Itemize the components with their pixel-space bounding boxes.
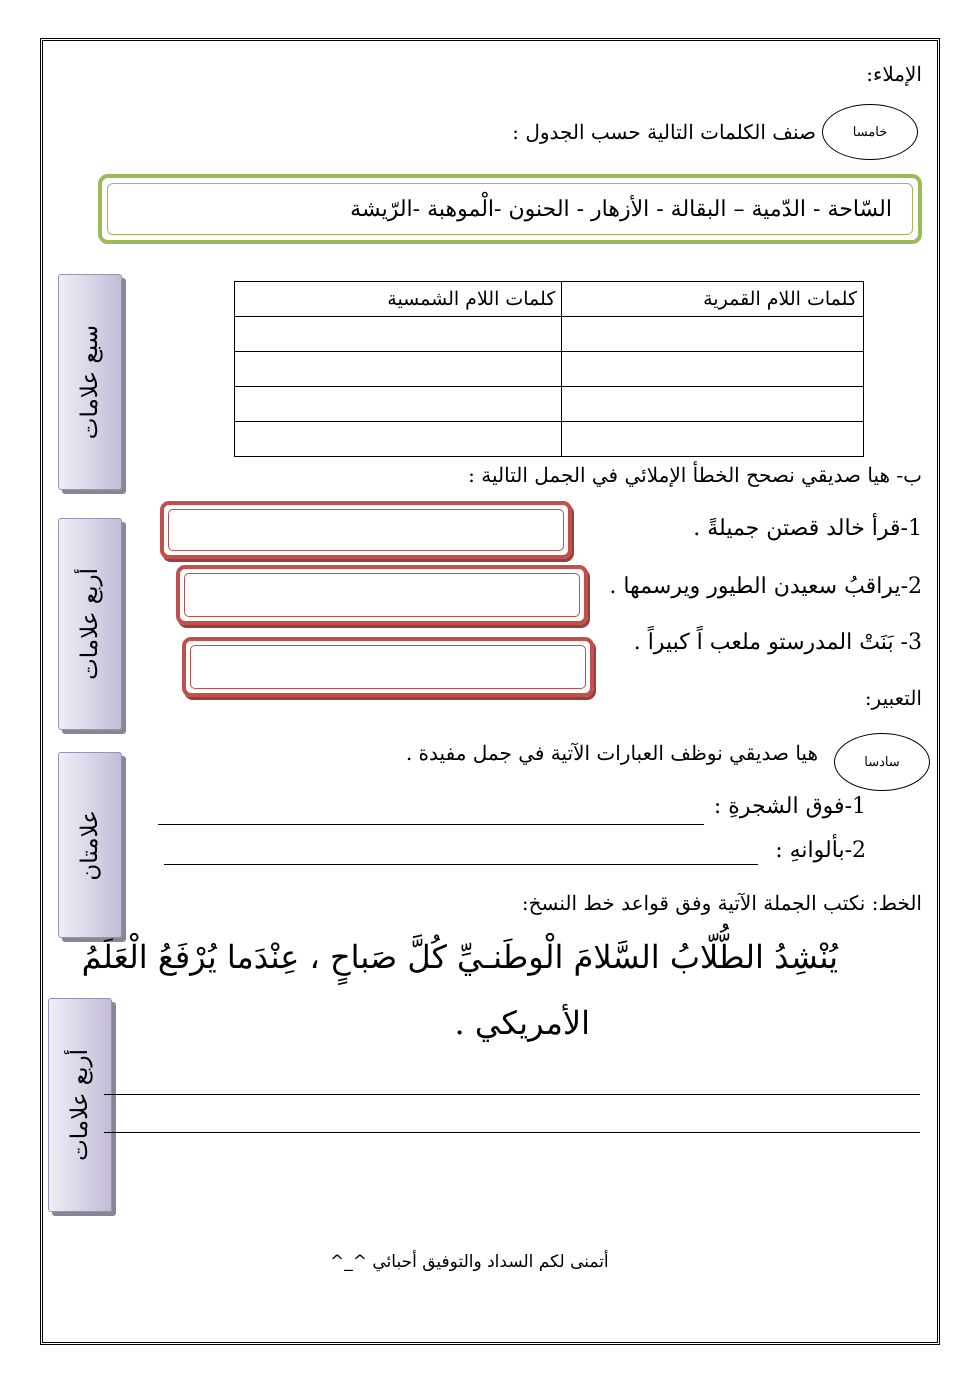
words-box	[98, 174, 922, 244]
words-list: السّاحة - الدّمية – البقالة - الأزهار - الحنون -الْموهبة -الرّيشة	[107, 183, 913, 235]
table-row	[235, 387, 864, 422]
table-row	[235, 422, 864, 457]
header-solar: كلمات اللام الشمسية	[235, 282, 562, 317]
table-cell[interactable]	[235, 352, 562, 387]
fifth-oval: خامسا	[822, 104, 918, 160]
sentence-1: 1-قرأ خالد قصتن جميلةً .	[693, 516, 922, 541]
marks-badge-four-b	[48, 998, 112, 1212]
expression-item-2: 2-بألوانهِ :	[775, 838, 866, 863]
table-cell[interactable]	[235, 387, 562, 422]
table-cell[interactable]	[562, 387, 864, 422]
sixth-oval: سادسا	[834, 733, 930, 791]
expression-title: التعبير:	[864, 686, 922, 710]
table-row	[235, 352, 864, 387]
closing-message: أتمنى لكم السداد والتوفيق أحبائي ^_^	[330, 1252, 609, 1272]
answer-line-1[interactable]	[158, 824, 704, 825]
writing-line-2[interactable]	[104, 1132, 920, 1133]
answer-box-3[interactable]	[182, 637, 594, 697]
answer-box-2[interactable]	[176, 565, 588, 625]
marks-badge-two	[58, 752, 122, 938]
answer-box-1[interactable]	[160, 501, 572, 559]
sentence-3: 3- بَنَتْ المدرستو ملعب اً كبيراً .	[633, 630, 922, 655]
marks-label: سبع علامات	[77, 324, 103, 440]
writing-line-1[interactable]	[104, 1094, 920, 1095]
table-cell[interactable]	[562, 317, 864, 352]
table-cell[interactable]	[235, 317, 562, 352]
part-b-instruction: ب- هيا صديقي نصحح الخطأ الإملائي في الجمل التالية :	[468, 463, 922, 487]
header-lunar: كلمات اللام القمرية	[562, 282, 864, 317]
expression-instruction: هيا صديقي نوظف العبارات الآتية في جمل مفيدة .	[405, 741, 818, 765]
marks-badge-four	[58, 518, 122, 730]
dictation-title: الإملاء:	[866, 62, 922, 86]
table-cell[interactable]	[562, 352, 864, 387]
marks-badge-seven	[58, 274, 122, 490]
marks-label: أربع علامات	[67, 1049, 93, 1161]
model-sentence-line-1: يُنْشِدُ الطُّلّابُ السَّلامَ الْوطَنـيِّ كُلَّ صَباحٍ ، عِنْدَما يُرْفَعُ الْعَلَمُ	[81, 938, 838, 976]
marks-label: علامتان	[77, 809, 103, 881]
sentence-2: 2-يراقبُ سعيدن الطيور ويرسمها .	[609, 574, 922, 599]
classification-table	[234, 281, 864, 457]
handwriting-instruction: الخط: نكتب الجملة الآتية وفق قواعد خط النسخ:	[521, 891, 922, 915]
model-sentence-line-2: الأمريكي .	[454, 1004, 590, 1042]
marks-label: أربع علامات	[77, 568, 103, 680]
table-cell[interactable]	[562, 422, 864, 457]
dictation-instruction: صنف الكلمات التالية حسب الجدول :	[512, 120, 816, 144]
expression-item-1: 1-فوق الشجرةِ :	[713, 794, 866, 819]
table-row	[235, 317, 864, 352]
table-header-row	[235, 282, 864, 317]
answer-line-2[interactable]	[164, 864, 758, 865]
table-cell[interactable]	[235, 422, 562, 457]
